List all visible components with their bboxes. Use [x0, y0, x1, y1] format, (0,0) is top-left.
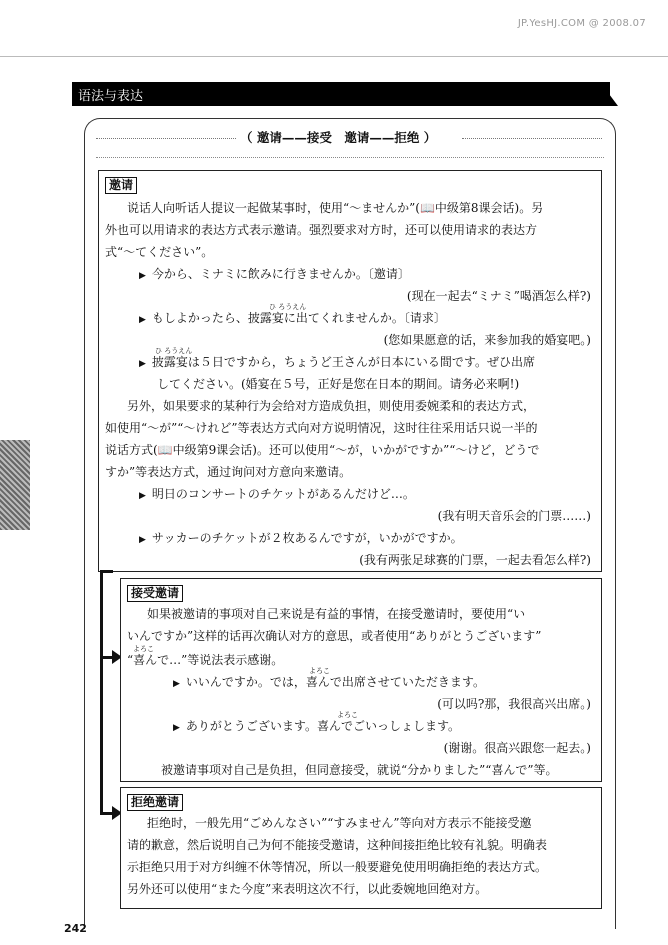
accept-example-1-ruby: よろこ — [309, 667, 330, 675]
invite-example-4: ▶ 明日のコンサートのチケットがあるんだけど…。 — [139, 487, 415, 501]
reject-para-line-1: 拒绝时，一般先用“ごめんなさい”“すみません”等向对方表示不能接受邀 — [147, 816, 532, 830]
invite-example-2-ruby: ひ ろうえん — [269, 303, 307, 311]
invite-box — [98, 170, 602, 572]
invite-example-5: ▶ サッカーのチケットが２枚あるんですが，いかがですか。 — [139, 531, 463, 545]
invite-example-1-translation: (现在一起去“ミナミ”喝酒怎么样?) — [406, 289, 591, 303]
invite-example-3-line-1: ▶ 披露宴は５日ですから，ちょうど王さんが日本にいる間です。ぜひ出席 — [139, 355, 535, 369]
invite-example-5-translation: (我有两张足球赛的门票，一起去看怎么样?) — [359, 553, 591, 567]
accept-label: 接受邀请 — [127, 585, 183, 602]
invite-example-3-line-2: してください。(婚宴在５号，正好是您在日本的期间。请务必来啊!) — [157, 377, 520, 391]
reject-box — [120, 787, 602, 909]
accept-para-line-2: いんですか”这样的话再次确认对方的意思，或者使用“ありがとうございます” — [127, 629, 542, 643]
reject-para-line-3: 示拒绝只用于对方纠缠不休等情况，所以一般要避免使用明确拒绝的表达方式。 — [127, 860, 548, 874]
section-header-bar — [72, 82, 610, 106]
bullet-arrow-icon: ▶ — [139, 535, 146, 545]
accept-example-2: ▶ ありがとうございます。喜んでごいっしょします。 — [173, 719, 461, 733]
invite-para2-line-1: 另外，如果要求的某种行为会给对方造成负担，则使用委婉柔和的表达方式， — [127, 399, 536, 413]
bullet-arrow-icon: ▶ — [139, 271, 146, 281]
bullet-arrow-icon: ▶ — [173, 723, 180, 733]
accept-closing: 被邀请事项对自己是负担，但同意接受，就说“分かりました”“喜んで”等。 — [161, 763, 558, 777]
reject-para-line-4: 另外还可以使用“また今度”来表明这次不行，以此委婉地回绝对方。 — [127, 882, 488, 896]
header-rule — [0, 56, 668, 57]
subtitle-dotted-rule-right — [462, 138, 602, 139]
bullet-arrow-icon: ▶ — [173, 679, 180, 689]
invite-example-2-translation: (您如果愿意的话，来参加我的婚宴吧。) — [383, 333, 591, 347]
chapter-side-tab — [0, 440, 30, 530]
accept-para-ruby: よろこ — [133, 645, 154, 653]
accept-example-2-ruby: よろこ — [337, 711, 358, 719]
reject-para-line-2: 请的歉意，然后说明自己为何不能接受邀请，这种间接拒绝比较有礼貌。明确表 — [127, 838, 548, 852]
reject-label: 拒绝邀请 — [127, 794, 183, 811]
invite-intro-line-1: 说话人向听话人提议一起做某事时，使用“～ませんか”(📖中级第8课会话)。另 — [127, 201, 544, 215]
invite-example-1: ▶ 今から、ミナミに飲みに行きませんか。〔邀请〕 — [139, 267, 410, 281]
invite-intro-line-2: 外也可以用请求的表达方式表示邀请。强烈要求对方时，还可以使用请求的表达方 — [105, 223, 538, 237]
subtitle-underline — [96, 157, 604, 158]
flow-bracket — [100, 570, 113, 815]
accept-example-1-translation: (可以吗?那，我很高兴出席。) — [437, 697, 591, 711]
invite-para2-line-4: すか”等表达方式，通过询问对方意向来邀请。 — [105, 465, 352, 479]
invite-para2-line-3: 说话方式(📖中级第9课会话)。还可以使用“～が，いかがですか”“～けど，どうで — [105, 443, 540, 457]
invite-example-2: ▶ もしよかったら、披露宴に出てくれませんか。〔请求〕 — [139, 311, 446, 325]
source-watermark: JP.YesHJ.COM @ 2008.07 — [517, 18, 646, 29]
accept-para-line-3: “喜んで…”等说法表示感谢。 — [127, 653, 284, 667]
invite-example-3-ruby: ひ ろうえん — [155, 347, 193, 355]
topic-subtitle: （ 邀请——接受 邀请——拒绝 ） — [240, 130, 437, 145]
accept-box — [120, 578, 602, 782]
bullet-arrow-icon: ▶ — [139, 315, 146, 325]
invite-example-4-translation: (我有明天音乐会的门票……) — [437, 509, 591, 523]
invite-para2-line-2: 如使用“～が”“～けれど”等表达方式向对方说明情况，这时往往采用话只说一半的 — [105, 421, 538, 435]
subtitle-dotted-rule-left — [96, 138, 236, 139]
invite-intro-line-3: 式“～てください”。 — [105, 245, 214, 259]
bar-corner-decoration — [600, 82, 618, 106]
page-number: 242 — [64, 922, 87, 935]
accept-para-line-1: 如果被邀请的事项对自己来说是有益的事情，在接受邀请时，要使用“い — [147, 607, 526, 621]
bullet-arrow-icon: ▶ — [139, 359, 146, 369]
invite-label: 邀请 — [105, 177, 137, 194]
accept-example-2-translation: (谢谢。很高兴跟您一起去。) — [443, 741, 591, 755]
section-title: 语法与表达 — [78, 89, 144, 104]
accept-example-1: ▶ いいんですか。では，喜んで出席させていただきます。 — [173, 675, 485, 689]
bullet-arrow-icon: ▶ — [139, 491, 146, 501]
